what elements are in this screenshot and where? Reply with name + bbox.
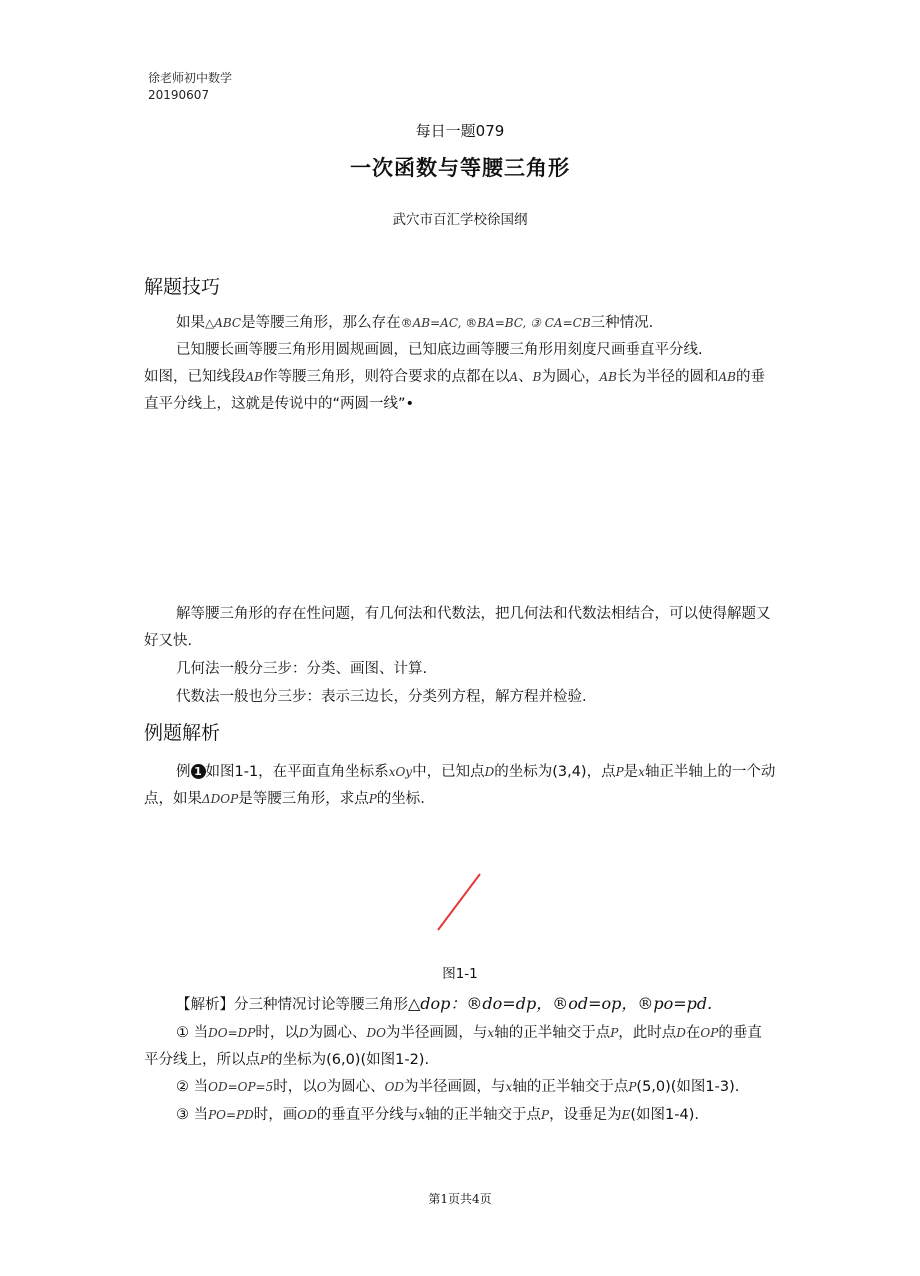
paragraph-cases [144,310,776,337]
section-heading-examples: 例题解析 [144,722,221,744]
text: ① 当 [176,1025,209,1041]
text: 为圆心、 [326,1079,385,1095]
text: 长为半径的圆和 [616,369,719,385]
math: x [505,1080,513,1094]
text: 三种情况. [590,315,654,331]
text: 的坐标为(6,0)(如图1-2). [268,1052,430,1068]
math: △ABC [205,316,242,330]
example-number-badge: 1 [191,764,206,779]
math: ΔDOP [202,792,239,806]
paragraph-methods: 已知腰长画等腰三角形用圆规画圆，已知底边画等腰三角形用刻度尺画垂直平分线. [176,342,703,358]
math: AB [599,370,617,384]
text: 时，以 [273,1079,317,1095]
figure-caption: 图1-1 [442,966,478,982]
text: 如图，已知线段 [144,369,246,385]
math: xOy [388,765,413,779]
paragraph-two-circles [144,364,776,418]
text: 作等腰三角形，则符合要求的点都在以 [262,369,510,385]
text: 是等腰三角形，求点 [238,791,369,807]
math: AB [718,370,736,384]
text: 是等腰三角形，那么存在 [241,315,401,331]
text: 的垂直平分线与 [316,1107,419,1123]
text: 的垂直平分线上，所以点 [144,1025,762,1068]
case-1 [144,1020,776,1074]
math: B [532,370,542,384]
analysis [144,990,776,1019]
text: 【解析】分三种情况讨论等腰三角形 [176,997,408,1013]
paragraph-geometry-steps: 几何法一般分三步：分类、画图、计算. [176,661,428,677]
text: 轴正半轴上的一个动点，如果 [144,764,776,807]
text: (如图1-4). [630,1107,699,1123]
text: 的坐标为(3,4)，点 [494,764,616,780]
math: P [541,1108,550,1122]
page-footer: 第1页共4页 [428,1192,492,1206]
case-3 [144,1102,776,1129]
math: OD=OP=5 [208,1080,274,1094]
text: 轴的正半轴交于点 [512,1079,629,1095]
text: 是 [623,764,639,780]
math: AB [245,370,263,384]
header-note: 徐老师初中数学20190607 [148,71,233,102]
section-heading-techniques: 解题技巧 [144,276,221,298]
text: 为半径画圆，与 [404,1079,506,1095]
math: D [484,765,495,779]
math: A [509,370,519,384]
text: 的坐标. [376,791,425,807]
author: 武穴市百汇学校徐国纲 [392,212,528,228]
math: DO=DP [208,1026,256,1040]
math: P [615,765,624,779]
text: 为圆心， [541,369,600,385]
math: O [316,1080,327,1094]
math: P [610,1026,619,1040]
text: 为半径画圆，与 [385,1025,488,1041]
math: x [638,765,645,779]
math: OD [384,1080,405,1094]
math: OP [700,1026,719,1040]
text: 轴的正半轴交于点 [494,1025,611,1041]
example-problem [144,759,776,813]
text: 时，以 [255,1025,299,1041]
text: ，设垂足为 [549,1107,622,1123]
math: E [621,1108,631,1122]
paragraph-existence: 解等腰三角形的存在性问题，有几何法和代数法，把几何法和代数法相结合，可以使得解题又好又快. [144,606,771,649]
math: x [487,1026,495,1040]
math: x [418,1108,426,1122]
text: 的垂直平分线上，这就是传说中的“两圆一线”• [144,369,765,412]
figure-line [438,874,480,930]
text: ③ 当 [176,1107,209,1123]
case-2 [144,1074,776,1101]
text: 、 [518,369,533,385]
text: ，此时点 [618,1025,677,1041]
figure-1-1 [420,866,500,946]
text: (5,0)(如图1-3). [636,1079,740,1095]
math: P [260,1053,269,1067]
page-title: 一次函数与等腰三角形 [350,156,570,180]
text: 在 [685,1025,701,1041]
text: 时，画 [253,1107,298,1123]
text: 轴的正半轴交于点 [425,1107,542,1123]
math: OD [297,1108,317,1122]
math: DO [366,1026,386,1040]
math: PO=PD [208,1108,254,1122]
math: P [368,792,377,806]
daily-label: 每日一题079 [415,122,505,140]
text: 为圆心、 [308,1025,367,1041]
text: 如果 [176,315,205,331]
text: ② 当 [176,1079,209,1095]
paragraph-algebra-steps: 代数法一般也分三步：表示三边长，分类列方程，解方程并检验. [176,689,587,705]
math: D [676,1026,686,1040]
text: 例 [176,764,191,780]
math: P [628,1080,637,1094]
math: △dop：®do=dp，®od=op，®po=pd. [408,994,713,1013]
text: 如图1-1，在平面直角坐标系 [205,764,389,780]
math: D [298,1026,309,1040]
math: ®AB=AC, ®BA=BC, ③ CA=CB [400,316,591,330]
text: 中，已知点 [412,764,485,780]
